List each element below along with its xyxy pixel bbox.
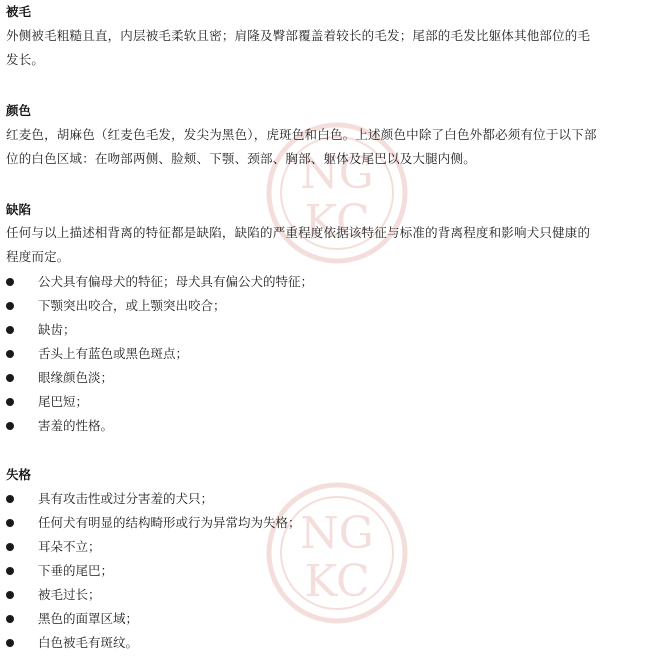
bullet-icon (6, 398, 14, 406)
list-item: 具有攻击性或过分害羞的犬只； (6, 490, 646, 508)
list-item: 耳朵不立； (6, 538, 646, 556)
color-paragraph-line-2: 位的白色区域：在吻部两侧、脸颊、下颚、颈部、胸部、躯体及尾巴以及大腿内侧。 (6, 151, 476, 166)
list-item: 公犬具有偏母犬的特征；母犬具有偏公犬的特征； (6, 273, 646, 291)
list-item: 害羞的性格。 (6, 417, 646, 435)
bullet-icon (6, 374, 14, 382)
section-heading-disqualifications: 失格 (6, 467, 32, 482)
list-item: 白色被毛有斑纹。 (6, 634, 646, 652)
bullet-icon (6, 519, 14, 527)
color-paragraph-line-1: 红麦色，胡麻色（红麦色毛发，发尖为黑色），虎斑色和白色。上述颜色中除了白色外都必须有位于以下部 (6, 127, 597, 142)
coat-paragraph-line-1: 外侧被毛粗糙且直，内层被毛柔软且密；肩隆及臀部覆盖着较长的毛发；尾部的毛发比躯体其他部位的毛 (6, 28, 591, 43)
bullet-icon (6, 495, 14, 503)
section-heading-coat: 被毛 (6, 4, 32, 19)
watermark-top-letters: NG (300, 508, 374, 559)
list-item: 缺齿； (6, 321, 646, 339)
bullet-icon (6, 350, 14, 358)
coat-paragraph-line-2: 发长。 (6, 52, 45, 67)
bullet-icon (6, 615, 14, 623)
watermark-bottom-letters: KC (304, 196, 370, 247)
watermark-bottom-letters: KC (304, 556, 370, 607)
bullet-icon (6, 639, 14, 647)
bullet-icon (6, 278, 14, 286)
bullet-icon (6, 326, 14, 334)
faults-paragraph-line-2: 程度而定。 (6, 249, 70, 264)
list-item: 舌头上有蓝色或黑色斑点； (6, 345, 646, 363)
section-heading-color: 颜色 (6, 103, 32, 118)
bullet-icon (6, 543, 14, 551)
list-item: 黑色的面罩区域； (6, 610, 646, 628)
watermark-top-letters: NG (300, 148, 374, 199)
list-item: 被毛过长； (6, 586, 646, 604)
bullet-icon (6, 422, 14, 430)
bullet-icon (6, 302, 14, 310)
list-item: 尾巴短； (6, 393, 646, 411)
list-item: 下垂的尾巴； (6, 562, 646, 580)
bullet-icon (6, 567, 14, 575)
list-item: 下颚突出咬合，或上颚突出咬合； (6, 297, 646, 315)
list-item: 任何犬有明显的结构畸形或行为异常均为失格； (6, 514, 646, 532)
faults-paragraph-line-1: 任何与以上描述相背离的特征都是缺陷，缺陷的严重程度依据该特征与标准的背离程度和影响犬只健康的 (6, 225, 591, 240)
list-item: 眼缘颜色淡； (6, 369, 646, 387)
bullet-icon (6, 591, 14, 599)
section-heading-faults: 缺陷 (6, 202, 32, 217)
